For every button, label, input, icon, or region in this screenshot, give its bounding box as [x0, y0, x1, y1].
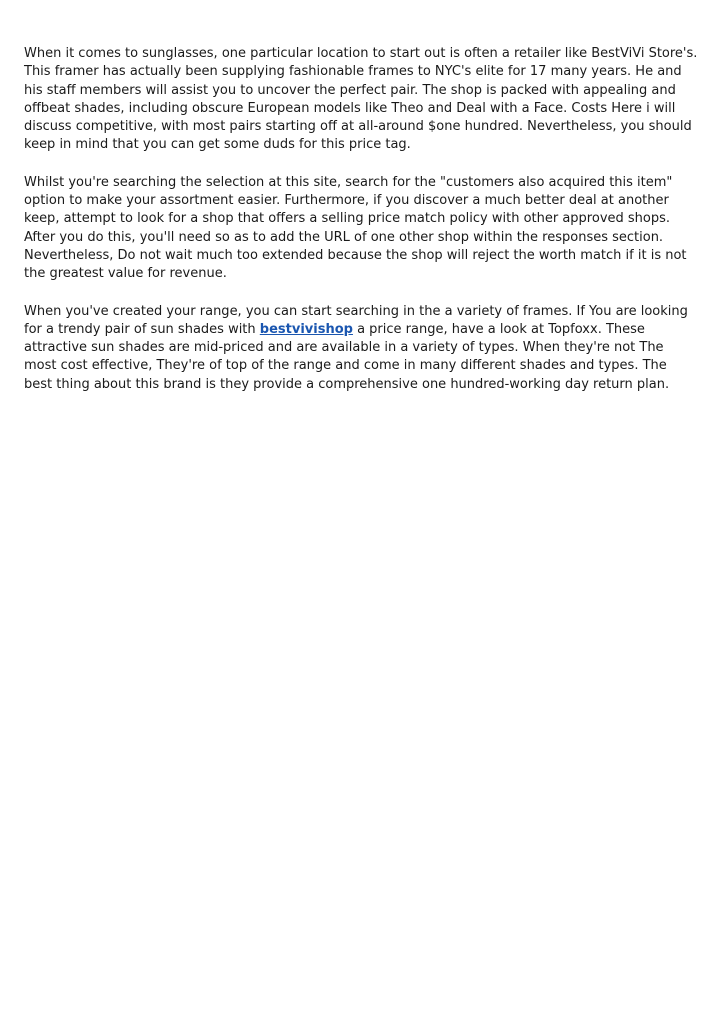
- bestvivishop-link[interactable]: bestvivishop: [259, 321, 353, 337]
- document-body: [24, 45, 698, 413]
- paragraph-1: When it comes to sunglasses, one particular location to start out is often a retailer like BestViVi Store's. This framer has actually been supplying fashionable frames to NYC's elite for 17 many years. He and his staff members will assist you to uncover the perfect pair. The shop is packed with appealing and offbeat shades, including obscure European models like Theo and Deal with a Face. Costs Here i will discuss competitive, with most pairs starting off at all-around $one hundred. Nevertheless, you should keep in mind that you can get some duds for this price tag.: [24, 46, 698, 153]
- paragraph-3-text-after: a price range, have a look at Topfoxx. These attractive sun shades are mid-priced and are available in a variety of types. When they're not The most cost effective, They're of top of the range and come in many different shades and types. The best thing about this brand is they provide a comprehensive one hundred-working day return plan.: [24, 321, 670, 392]
- paragraph-2: Whilst you're searching the selection at this site, search for the "customers also acquired this item" option to make your assortment easier. Furthermore, if you discover a much better deal at another keep, attempt to look for a shop that offers a selling price match policy with other approved shops. After you do this, you'll need so as to add the URL of one other shop within the responses section. Nevertheless, Do not wait much too extended because the shop will reject the worth match if it is not the greatest value for revenue.: [24, 174, 687, 282]
- paragraph-3-text-before: When you've created your range, you can start searching in the a variety of frames. If You are looking for a trendy pair of sun shades with: [24, 303, 688, 337]
- paragraph-3: [24, 303, 698, 394]
